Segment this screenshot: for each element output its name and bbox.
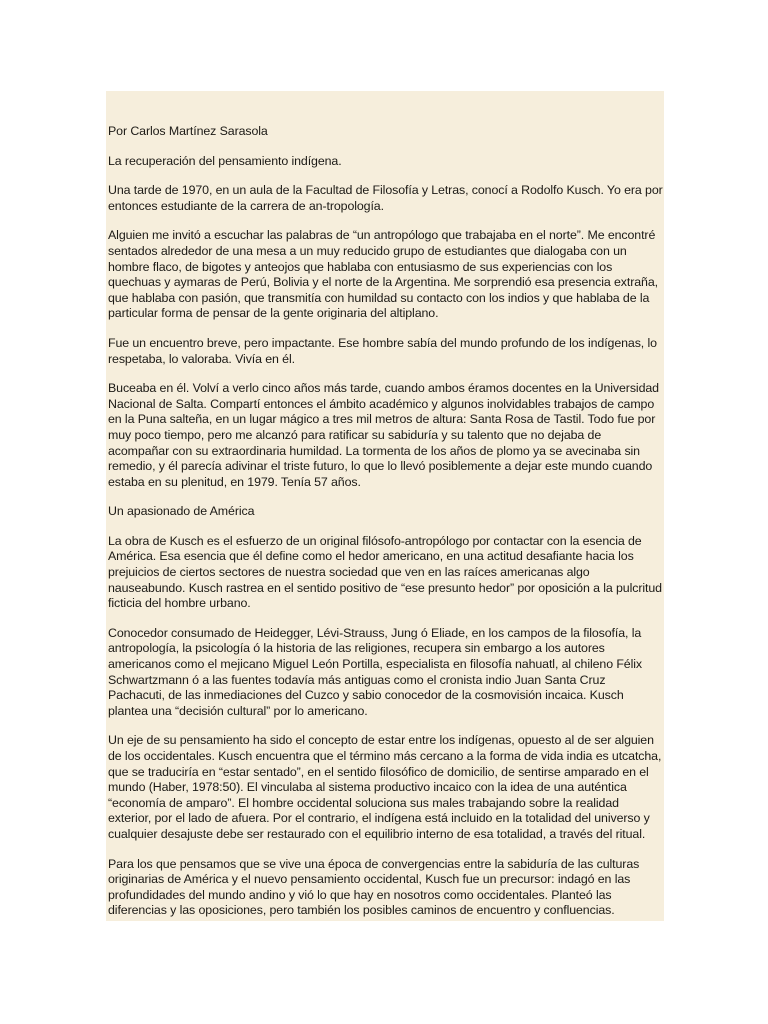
document-body [108, 124, 664, 933]
document-page [106, 91, 664, 921]
paragraph: Buceaba en él. Volví a verlo cinco años más tarde, cuando ambos éramos docentes en la Universidad Nacional de Salta. Compartí entonces el ámbito académico y algunos inolvidables trabajos de campo en la Puna salteña, en un lugar mágico a tres mil metros de altura: Santa Rosa de Tastil. Todo fue por muy poco tiempo, pero me alcanzó para ratificar su sabiduría y su talento que no dejaba de acompañar con su extraordinaria humildad. La tormenta de los años de plomo ya se avecinaba sin remedio, y él parecía adivinar el triste futuro, lo que lo llevó posiblemente a dejar este mundo cuando estaba en su plenitud, en 1979. Tenía 57 años. [108, 381, 659, 489]
author-line: Por Carlos Martínez Sarasola [108, 124, 268, 138]
paragraph: La obra de Kusch es el esfuerzo de un original filósofo-antropólogo por contactar con la esencia de América. Esa esencia que él define como el hedor americano, en una actitud desafiante hacia los prejuicios de ciertos sectores de nuestra sociedad que ven en las raíces americanas algo nauseabundo. Kusch rastrea en el sentido positivo de “ese presunto hedor” por oposición a la pulcritud ficticia del hombre urbano. [108, 533, 662, 611]
document-title: La recuperación del pensamiento indígena. [108, 153, 342, 168]
paragraph: Fue un encuentro breve, pero impactante. Ese hombre sabía del mundo profundo de los indígenas, lo respetaba, lo valoraba. Vivía en él. [108, 335, 657, 366]
paragraph: Alguien me invitó a escuchar las palabras de “un antropólogo que trabajaba en el norte”. Me encontré sentados alrededor de una mesa a un muy reducido grupo de estudiantes que dialogaba con un hombre flaco, de bigotes y anteojos que hablaba con entusiasmo de sus experiencias con los quechuas y aymaras de Perú, Bolivia y el norte de la Argentina. Me sorprendió esa presencia extraña, que hablaba con pasión, que transmitía con humildad su contacto con los indios y que hablaba de la particular forma de pensar de la gente originaria del altiplano. [108, 228, 658, 321]
paragraph: Conocedor consumado de Heidegger, Lévi-Strauss, Jung ó Eliade, en los campos de la filosofía, la antropología, la psicología ó la historia de las religiones, recupera sin embargo a los autores americanos como el mejicano Miguel León Portilla, especialista en filosofía nahuatl, al chileno Félix Schwartzmann ó a las fuentes todavía más antiguas como el cronista indio Juan Santa Cruz Pachacuti, de las inmediaciones del Cuzco y sabio conocedor de la cosmovisión incaica. Kusch plantea una “decisión cultural” por lo americano. [108, 625, 643, 718]
paragraph: Para los que pensamos que se vive una época de convergencias entre la sabiduría de las culturas originarias de América y el nuevo pensamiento occidental, Kusch fue un precursor: indagó en las profundidades del mundo andino y vió lo que hay en nosotros como occidentales. Planteó las diferencias y las oposiciones, pero también los posibles caminos de encuentro y confluencias. [108, 856, 640, 918]
paragraph: Un eje de su pensamiento ha sido el concepto de estar entre los indígenas, opuesto al de ser alguien de los occidentales. Kusch encuentra que el término más cercano a la forma de vida india es utcatcha, que se traduciría en “estar sentado”, en el sentido filosófico de domicilio, de sentirse amparado en el mundo (Haber, 1978:50). El vinculaba al sistema productivo incaico con la idea de una auténtica “economía de amparo”. El hombre occidental soluciona sus males trabajando sobre la realidad exterior, por el lado de afuera. Por el contrario, el indígena está incluido en la totalidad del universo y cualquier desajuste debe ser restaurado con el equilibrio interno de esa totalidad, a través del ritual. [108, 733, 662, 841]
section-heading: Un apasionado de América [108, 504, 255, 519]
paragraph: Una tarde de 1970, en un aula de la Facultad de Filosofía y Letras, conocí a Rodolfo Kusch. Yo era por entonces estudiante de la carrera de an-tropología. [108, 183, 663, 213]
